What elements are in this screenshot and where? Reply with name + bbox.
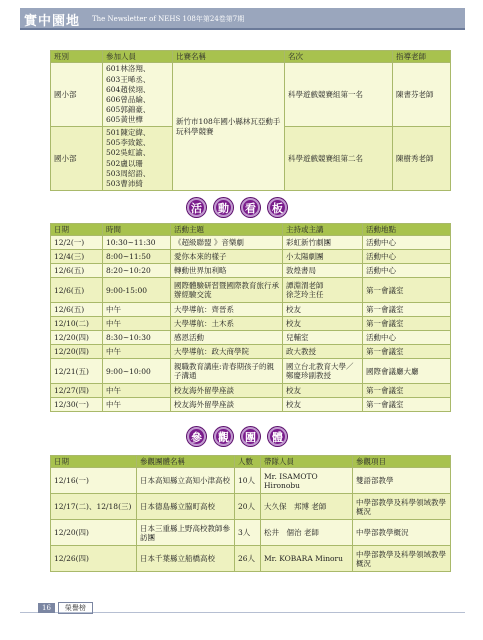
member-name: 502吳虹諭、 (106, 148, 151, 158)
table-cell: 日本三重縣上野高校教師參訪團 (137, 520, 235, 546)
table-cell: Mr. ISAMOTO Hironobu (261, 468, 353, 494)
table-cell: 12/27(四) (51, 384, 103, 398)
title-char: 團 (241, 427, 260, 446)
table-cell: 校友 (283, 398, 363, 412)
header-cell: 指導老師 (393, 51, 451, 63)
table-cell: 12/6(五) (51, 278, 103, 303)
table-cell: 第一會議室 (363, 278, 451, 303)
table-cell: 大久保 邦博 老師 (261, 494, 353, 520)
member-name: 606曾品綸、 (106, 94, 151, 104)
activity-section-title (187, 198, 287, 217)
table-cell: 國立台北教育大學／鄭慶珍副教授 (283, 359, 363, 384)
table-header-row (51, 224, 451, 236)
table-cell: 校友 (283, 384, 363, 398)
header-cell: 日期 (51, 224, 103, 236)
header-cell: 時間 (103, 224, 171, 236)
table-cell: 愛你本來的樣子 (171, 250, 283, 264)
newsletter-subtitle: The Newsletter of NEHS 108年第24卷第7期 (92, 15, 245, 23)
header-cell: 班別 (51, 51, 103, 63)
title-char: 體 (268, 427, 287, 446)
table-row (51, 63, 451, 127)
table-cell: 日本千葉縣立船橋高校 (137, 546, 235, 572)
table-cell: 9:00-15:00 (103, 278, 171, 303)
table-row (51, 250, 451, 264)
member-name: 601林洛翔、 (106, 64, 151, 74)
header-cell: 活動地點 (363, 224, 451, 236)
title-char: 板 (268, 198, 287, 217)
table-row (51, 494, 451, 520)
table-row (51, 520, 451, 546)
title-char: 看 (241, 198, 260, 217)
header-cell: 參加人員 (103, 51, 173, 63)
table-row (51, 303, 451, 317)
table-cell: 日本高知縣立高知小津高校 (137, 468, 235, 494)
table-cell: 中午 (103, 303, 171, 317)
table-cell: 第一會議室 (363, 317, 451, 331)
table-cell: 10人 (235, 468, 261, 494)
teacher-cell: 陳書芬老師 (393, 63, 451, 127)
table-cell: Mr. KOBARA Minoru (261, 546, 353, 572)
table-row (51, 264, 451, 278)
table-cell: 中學部教學及科學領域教學概況 (353, 546, 451, 572)
table-cell: 大學導航：土木系 (171, 317, 283, 331)
table-cell: 12/2(一) (51, 236, 103, 250)
table-cell: 大學導航：政大商學院 (171, 345, 283, 359)
table-cell: 12/21(五) (51, 359, 103, 384)
table-cell: 8:00~11:50 (103, 250, 171, 264)
class-cell: 國小部 (51, 63, 103, 127)
header-cell: 帶隊人員 (261, 456, 353, 468)
table-header-row (51, 456, 451, 468)
table-cell: 雙語部教學 (353, 468, 451, 494)
table-cell: 12/20(四) (51, 520, 137, 546)
table-cell: 12/20(四) (51, 331, 103, 345)
table-cell: 中午 (103, 345, 171, 359)
table-row (51, 278, 451, 303)
table-row (51, 398, 451, 412)
table-cell: 校友海外留學座談 (171, 398, 283, 412)
table-cell: 8:30~10:30 (103, 331, 171, 345)
class-cell: 國小部 (51, 127, 103, 191)
title-char: 活 (187, 198, 206, 217)
competition-name-cell: 新竹市108年國小縣林瓦亞動手玩科學競賽 (173, 63, 285, 191)
header-cell: 日期 (51, 456, 137, 468)
table-cell: 國際會議廳大廳 (363, 359, 451, 384)
table-cell: 校友海外留學座談 (171, 384, 283, 398)
members-cell (103, 127, 173, 191)
table-cell: 活動中心 (363, 236, 451, 250)
table-cell: 國際體驗研習暨國際教育旅行承辦經驗交流 (171, 278, 283, 303)
visit-table (50, 455, 451, 572)
table-cell: 12/4(三) (51, 250, 103, 264)
table-cell: 中午 (103, 384, 171, 398)
table-row (51, 345, 451, 359)
header-cell: 主持或主講 (283, 224, 363, 236)
table-cell: 中午 (103, 317, 171, 331)
table-cell: 12/17(二)、12/18(三) (51, 494, 137, 520)
title-char: 動 (214, 198, 233, 217)
member-name: 505李致鋐、 (106, 138, 151, 148)
table-cell: 第一會議室 (363, 345, 451, 359)
table-cell: 12/6(五) (51, 264, 103, 278)
table-cell: 8:20~10:20 (103, 264, 171, 278)
table-cell: 12/26(四) (51, 546, 137, 572)
table-cell: 《超級聯盟 》音樂劇 (171, 236, 283, 250)
table-cell: 小太陽劇團 (283, 250, 363, 264)
table-cell: 校友 (283, 317, 363, 331)
page-footer (38, 602, 93, 614)
table-cell: 12/16(一) (51, 468, 137, 494)
table-row (51, 546, 451, 572)
table-cell: 活動中心 (363, 250, 451, 264)
activity-table (50, 223, 451, 412)
table-cell: 第一會議室 (363, 384, 451, 398)
table-cell: 親職教育講座:青春期孩子的親子溝通 (171, 359, 283, 384)
table-cell: 第一會議室 (363, 303, 451, 317)
table-cell: 中學部教學及科學領域教學概況 (353, 494, 451, 520)
newsletter-title: 實中園地 (24, 14, 81, 29)
rank-cell: 科學遊戲競賽組第一名 (285, 63, 393, 127)
member-name: 503曹沛綺 (106, 178, 143, 188)
table-cell: 中午 (103, 398, 171, 412)
page-header (20, 8, 465, 30)
footer-label: 榮譽榜 (58, 602, 93, 614)
table-cell: 12/20(四) (51, 345, 103, 359)
teacher-cell: 陳樹秀老師 (393, 127, 451, 191)
member-name: 605黃世樺 (106, 115, 143, 124)
table-cell: 感恩活動 (171, 331, 283, 345)
table-cell: 10:30~11:30 (103, 236, 171, 250)
header-cell: 參觀團體名稱 (137, 456, 235, 468)
table-header-row (51, 51, 451, 63)
member-name: 603王晞丞、 (106, 74, 151, 84)
header-cell: 人數 (235, 456, 261, 468)
table-cell: 大學導航：齊晉系 (171, 303, 283, 317)
member-name: 604趙侯翊、 (106, 84, 151, 94)
table-row (51, 331, 451, 345)
table-cell: 12/10(二) (51, 317, 103, 331)
table-cell: 政大教授 (283, 345, 363, 359)
table-cell: 26人 (235, 546, 261, 572)
table-cell: 譚淵渭老師 徐芝玲主任 (283, 278, 363, 303)
header-cell: 名次 (285, 51, 393, 63)
table-cell: 活動中心 (363, 264, 451, 278)
table-cell: 松井 個治 老師 (261, 520, 353, 546)
members-cell (103, 63, 173, 127)
member-name: 605郭錦豪、 (106, 104, 151, 114)
page-number: 16 (38, 603, 55, 613)
table-cell: 9:00~10:00 (103, 359, 171, 384)
header-cell: 參觀項目 (353, 456, 451, 468)
rank-cell: 科學遊戲競賽組第二名 (285, 127, 393, 191)
competition-table (50, 50, 451, 191)
table-cell: 3人 (235, 520, 261, 546)
table-cell: 第一會議室 (363, 398, 451, 412)
table-cell: 20人 (235, 494, 261, 520)
table-row (51, 359, 451, 384)
table-cell: 彩虹新竹劇團 (283, 236, 363, 250)
header-cell: 比賽名稱 (173, 51, 285, 63)
member-name: 503周紹語、 (106, 168, 151, 178)
table-cell: 日本德島縣立脇町高校 (137, 494, 235, 520)
table-cell: 中學部教學概況 (353, 520, 451, 546)
title-char: 觀 (214, 427, 233, 446)
table-cell: 兒輔室 (283, 331, 363, 345)
table-cell: 敦煌書局 (283, 264, 363, 278)
title-char: 參 (187, 427, 206, 446)
table-row (51, 236, 451, 250)
table-cell: 校友 (283, 303, 363, 317)
member-name: 502盧以珊 (106, 158, 143, 168)
table-row (51, 384, 451, 398)
visit-section-title (187, 427, 287, 446)
table-row (51, 468, 451, 494)
table-cell: 活動中心 (363, 331, 451, 345)
table-cell: 12/30(一) (51, 398, 103, 412)
member-name: 501陳定緯、 (106, 128, 151, 138)
header-cell: 活動主題 (171, 224, 283, 236)
table-row (51, 317, 451, 331)
table-cell: 轉動世界加利略 (171, 264, 283, 278)
table-cell: 12/6(五) (51, 303, 103, 317)
